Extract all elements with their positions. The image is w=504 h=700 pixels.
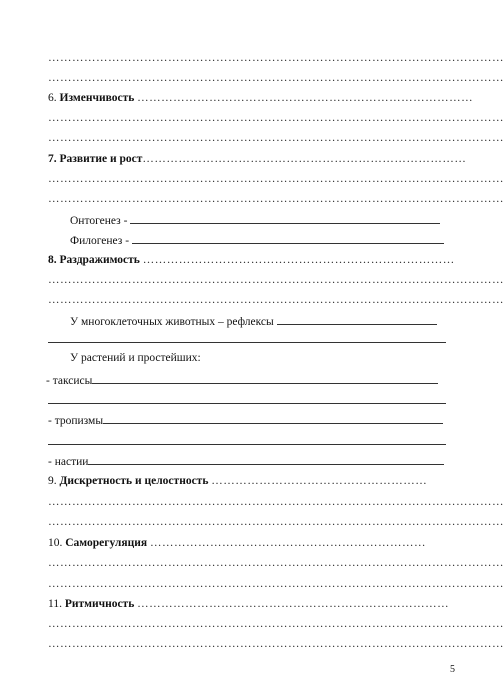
section-6-title: Изменчивость <box>59 92 135 104</box>
dotted-line: …………………………………………………………………………………………………… <box>48 618 504 630</box>
section-9-number: 9. <box>48 475 57 487</box>
dotted-line: …………………………………………………………………………………………………… <box>48 112 504 124</box>
nastia-label: - настии <box>48 456 89 468</box>
section-10-heading <box>48 537 448 549</box>
phylogenesis-row <box>70 233 450 247</box>
dotted-line: …………………………………………………………………………………………………… <box>48 132 504 144</box>
section-7-number: 7. <box>48 153 57 165</box>
section-11-heading <box>48 598 448 610</box>
taxis-label: - таксисы <box>46 375 93 387</box>
taxis-answer-line[interactable] <box>92 373 438 384</box>
section-11-title: Ритмичность <box>64 598 135 610</box>
dotted-line: …………………………………………………………………………………………………… <box>48 638 504 650</box>
dotted-line: …………………………………………………………………………………………………… <box>48 193 504 205</box>
section-6-number: 6. <box>48 92 57 104</box>
section-10-number: 10. <box>48 537 63 549</box>
section-7-title: Развитие и рост <box>59 153 143 165</box>
dotted-line: …………………………………………………………………………………………………… <box>48 516 504 528</box>
section-11-trail: …………………………………………………………………… <box>137 598 450 610</box>
section-10-title: Саморегуляция <box>65 537 148 549</box>
section-7-heading <box>48 153 467 165</box>
dotted-line: …………………………………………………………………………………………………… <box>48 52 504 64</box>
dotted-line: …………………………………………………………………………………………………… <box>48 274 504 286</box>
section-6-trail: ………………………………………………………………………… <box>137 92 474 104</box>
multicellular-row <box>70 314 448 328</box>
nastia-row <box>48 454 448 468</box>
answer-line[interactable] <box>48 342 446 343</box>
tropism-answer-line[interactable] <box>103 413 443 424</box>
multicellular-answer-line[interactable] <box>277 314 437 325</box>
ontogenesis-row <box>70 213 448 227</box>
answer-line[interactable] <box>48 403 446 404</box>
section-9-title: Дискретность и целостность <box>59 475 209 487</box>
nastia-answer-line[interactable] <box>88 454 444 465</box>
dotted-line: …………………………………………………………………………………………………… <box>48 578 504 590</box>
section-6-heading <box>48 92 474 104</box>
section-8-heading <box>48 254 455 266</box>
tropism-row <box>48 413 448 427</box>
multicellular-label: У многоклеточных животных – рефлексы <box>70 316 274 328</box>
section-11-number: 11. <box>48 598 62 610</box>
section-8-title: Раздражимость <box>59 254 140 266</box>
section-9-heading <box>48 475 448 487</box>
taxis-row <box>46 373 444 387</box>
tropism-label: - тропизмы <box>48 415 104 427</box>
section-8-trail: …………………………………………………………………… <box>142 254 455 266</box>
section-9-trail: ……………………………………………… <box>211 475 428 487</box>
phylogenesis-label: Филогенез - <box>70 235 130 247</box>
ontogenesis-answer-line[interactable] <box>130 213 440 224</box>
dotted-line: …………………………………………………………………………………………………… <box>48 173 504 185</box>
dotted-line: …………………………………………………………………………………………………… <box>48 557 504 569</box>
page-number: 5 <box>450 664 455 675</box>
section-7-trail: ……………………………………………………………………… <box>142 153 467 165</box>
ontogenesis-label: Онтогенез - <box>70 215 128 227</box>
dotted-line: …………………………………………………………………………………………………… <box>48 72 504 84</box>
dotted-line: …………………………………………………………………………………………………… <box>48 496 504 508</box>
phylogenesis-answer-line[interactable] <box>132 233 444 244</box>
section-10-trail: …………………………………………………………… <box>149 537 426 549</box>
plants-label: У растений и простейших: <box>70 352 201 364</box>
answer-line[interactable] <box>48 444 446 445</box>
dotted-line: …………………………………………………………………………………………………… <box>48 294 504 306</box>
section-8-number: 8. <box>48 254 57 266</box>
